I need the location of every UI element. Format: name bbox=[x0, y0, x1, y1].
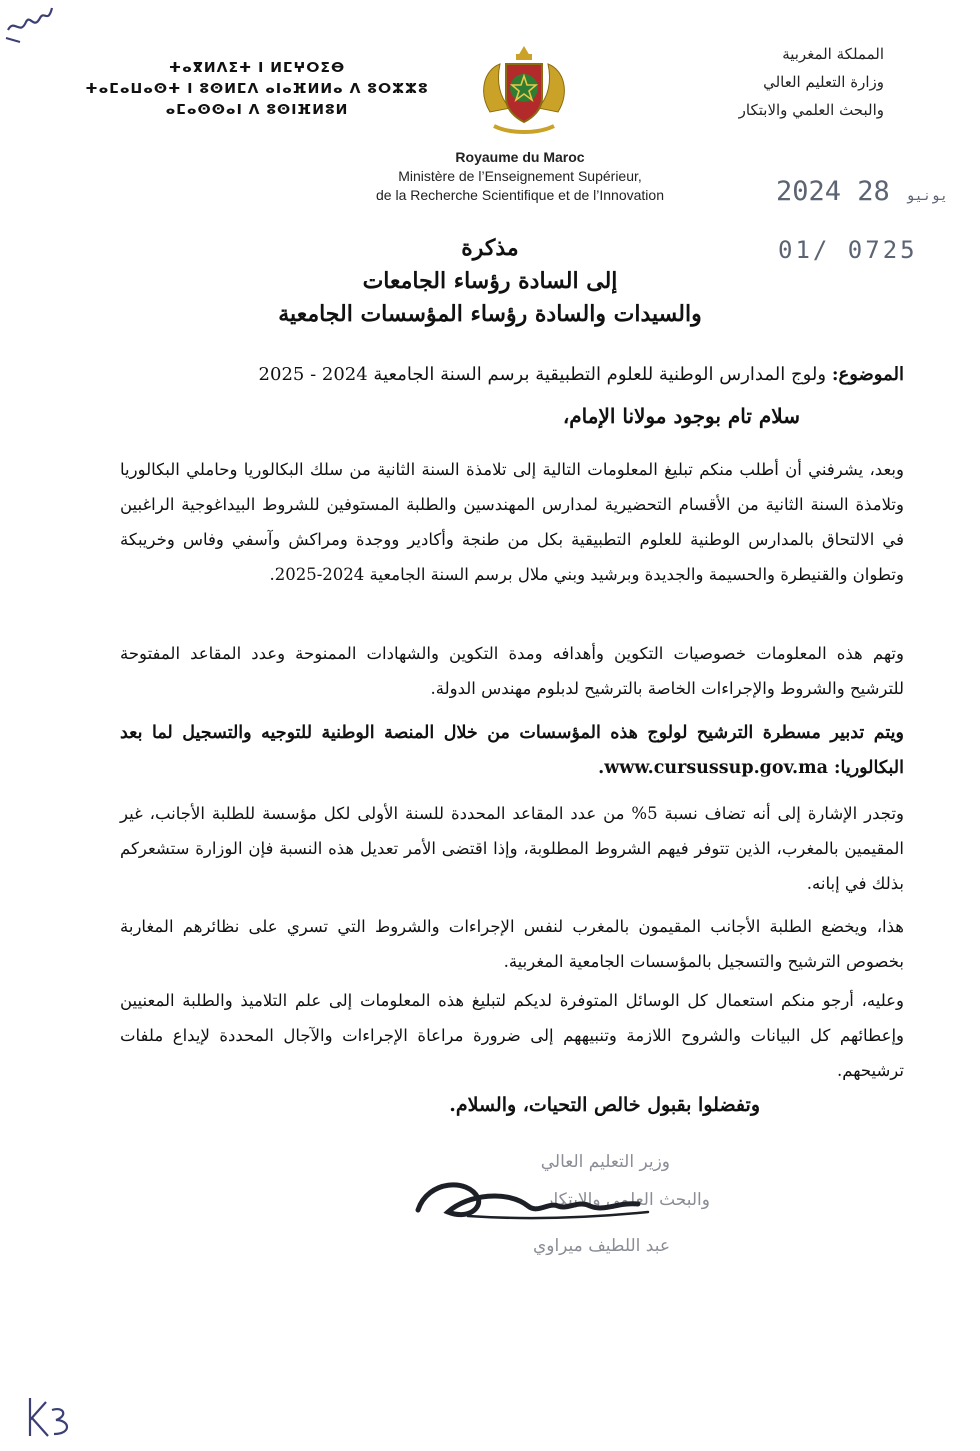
moroccan-coat-of-arms-icon bbox=[470, 42, 578, 138]
stamp-month: يونيو bbox=[906, 188, 949, 204]
tifinagh-header bbox=[82, 58, 432, 121]
arabic-header-line-1: المملكة المغربية bbox=[782, 45, 884, 63]
stamp-day: 28 bbox=[857, 176, 890, 207]
french-header-line-3: de la Recherche Scientifique et de l’Innovation bbox=[376, 187, 664, 203]
french-header-line-1: Royaume du Maroc bbox=[455, 149, 585, 165]
date-stamp bbox=[776, 176, 949, 207]
corner-handwritten-mark bbox=[0, 0, 70, 50]
french-header bbox=[330, 148, 710, 205]
addressee-line-1: إلى السادة رؤساء الجامعات bbox=[362, 268, 618, 294]
memo-titles bbox=[100, 232, 880, 331]
greeting: سلام تام بوجود مولانا الإمام، bbox=[562, 404, 800, 428]
paragraph-6: وعليه، أرجو منكم استعمال كل الوسائل المتوفرة لديكم لتبليغ هذه المعلومات إلى علم التلاميذ والطلبة المعنيين وإعطائهم كل البيانات والشروح اللازمة وتنبيههم إلى ضرورة مراعاة الإجراءات والآجال المحددة لإيداع ملفات ترشيحهم. bbox=[120, 991, 904, 1080]
paragraph-5: هذا، ويخضع الطلبة الأجانب المقيمون بالمغرب لنفس الإجراءات والشروط التي تسري على نظائرهم المغاربة بخصوص الترشيح والتسجيل بالمؤسسات الجامعية المغربية. bbox=[120, 917, 904, 971]
subject-line bbox=[120, 357, 904, 392]
tifinagh-line-1: ⵜⴰⴳⵍⴷⵉⵜ ⵏ ⵍⵎⵖⵔⵉⴱ bbox=[168, 60, 346, 76]
paragraph-2: وتهم هذه المعلومات خصوصيات التكوين وأهدافه ومدة التكوين والشهادات الممنوحة وعدد المقاعد المفتوحة للترشيح والشروط والإجراءات الخاصة بالترشيح لدبلوم مهندس الدولة. bbox=[120, 644, 904, 698]
arabic-header-line-3: والبحث العلمي والابتكار bbox=[738, 101, 884, 119]
addressee-line-2: والسيدات والسادة رؤساء المؤسسات الجامعية bbox=[278, 301, 702, 327]
memo-title: مذكرة bbox=[461, 235, 519, 261]
signature-title-line-2: والبحث العلمي والابتكار bbox=[545, 1190, 710, 1210]
reference-number-stamp: 01/ 0725 bbox=[778, 236, 918, 264]
arabic-header bbox=[644, 40, 884, 124]
signature-title-line-1: وزير التعليم العالي bbox=[540, 1152, 670, 1172]
closing-line: وتفضلوا بقبول خالص التحيات، والسلام. bbox=[449, 1094, 760, 1116]
handwritten-initials bbox=[20, 1392, 80, 1442]
subject-text: ولوج المدارس الوطنية للعلوم التطبيقية برسم السنة الجامعية 2024 - 2025 bbox=[258, 364, 827, 385]
arabic-header-line-2: وزارة التعليم العالي bbox=[763, 73, 884, 91]
tifinagh-line-3: ⴰⵎⴰⵙⵙⴰⵏ ⴷ ⵓⵙⵏⴼⵍⵓⵍ bbox=[165, 102, 349, 118]
stamp-year: 2024 bbox=[776, 176, 842, 207]
paragraph-3: ويتم تدبير مسطرة الترشيح لولوج هذه المؤسسات من خلال المنصة الوطنية للتوجيه والتسجيل لما بعد البكالوريا: www.cursussup.gov.ma. bbox=[120, 723, 904, 778]
french-header-line-2: Ministère de l’Enseignement Supérieur, bbox=[398, 168, 642, 184]
paragraph-1: وبعد، يشرفني أن أطلب منكم تبليغ المعلومات التالية إلى تلامذة السنة الثانية من سلك البكالوريا وحاملي البكالوريا وتلامذة السنة الثانية من الأقسام التحضيرية لمدارس المهندسين والطلبة المستوفين للشروط البيداغوجية الراغبين في الالتحاق بالمدارس الوطنية للعلوم التطبيقية بكل من طنجة وأكادير ووجدة ومراكش وآسفي وفاس وخريبكة وتطوان والقنيطرة والحسيمة والجديدة وبرشيد وبني ملال برسم السنة الجامعية 2024-2025. bbox=[120, 460, 904, 584]
subject-label: الموضوع: bbox=[831, 364, 904, 385]
handwritten-signature bbox=[408, 1150, 688, 1260]
tifinagh-line-2: ⵜⴰⵎⴰⵡⴰⵙⵜ ⵏ ⵓⵙⵍⵎⴷ ⴰⵏⴰⴼⵍⵍⴰ ⴷ ⵓⵔⵣⵣⵓ bbox=[85, 81, 429, 97]
paragraph-4: وتجدر الإشارة إلى أنه تضاف نسبة 5% من عدد المقاعد المحددة للسنة الأولى لكل مؤسسة للطلبة الأجانب، غير المقيمين بالمغرب، الذين تتوفر فيهم الشروط المطلوبة، وإذا اقتضى الأمر تعديل هذه النسبة فإن الوزارة ستشعركم بذلك في إبانه. bbox=[120, 804, 905, 893]
signatory-name: عبد اللطيف ميراوي bbox=[532, 1236, 670, 1256]
